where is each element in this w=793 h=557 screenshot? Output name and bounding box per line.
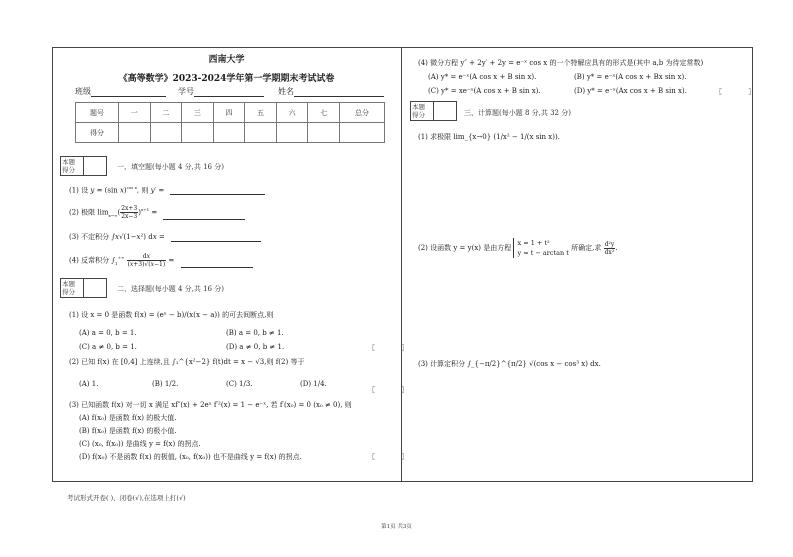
choice-option[interactable]: (B) 1/2. <box>152 380 179 388</box>
choice-question-2-stem: (2) 已知 f(x) 在 [0,4] 上连续,且 ∫₁^{x²−2} f(t)dt = x − √3,则 f(2) 等于 <box>69 358 305 366</box>
choice-question-1-stem: (1) 设 x = 0 是函数 f(x) = (eˣ − b)/(x(x − a)) 的可去间断点,则 <box>69 311 274 319</box>
page-number: 第1页 共3页 <box>381 524 412 530</box>
answer-bracket[interactable]: 〖 〗 <box>715 88 768 96</box>
column-divider <box>401 47 402 482</box>
name-blank[interactable] <box>294 88 384 97</box>
score-cell: 题号 <box>76 103 119 123</box>
score-cell[interactable] <box>182 123 214 143</box>
choice-option[interactable]: (C) 1/3. <box>226 380 253 388</box>
choice-option[interactable]: (A) f(x₀) 是函数 f(x) 的极大值. <box>79 414 177 422</box>
score-cell[interactable] <box>276 123 308 143</box>
answer-bracket[interactable]: 〖 〗 <box>368 453 421 461</box>
fill-question-3: (3) 不定积分 ∫x√(1−x²) dx = <box>69 232 261 242</box>
score-cell: 六 <box>276 103 308 123</box>
student-id-label: 学号 <box>178 87 194 96</box>
choice-option[interactable]: (B) f(x₀) 是函数 f(x) 的极小值. <box>79 427 177 435</box>
answer-blank[interactable] <box>181 260 253 268</box>
answer-bracket[interactable]: 〖 〗 <box>368 344 421 352</box>
choice-option[interactable]: (D) f(x₀) 不是函数 f(x) 的极值, (x₀, f(x₀)) 也不是曲线 y = f(x) 的拐点. <box>79 453 302 461</box>
answer-blank[interactable] <box>170 187 265 195</box>
class-blank[interactable] <box>91 88 166 97</box>
fill-question-4: (4) 反常积分 $\int_1^{+\infty}$ $\frac{dx}{(x+3)√(x-1)}$ = <box>69 253 253 268</box>
section2-heading: 二、选择题(每小题 4 分,共 16 分) <box>117 285 224 293</box>
score-cell[interactable] <box>150 123 182 143</box>
calc-question-3: (3) 计算定积分 ∫_{−π/2}^{π/2} √(cos x − cos³ x) dx. <box>418 360 601 368</box>
choice-option[interactable]: (D) a ≠ 0, b ≠ 1. <box>226 343 285 351</box>
section1-score-box <box>60 156 107 176</box>
section3-score-box <box>410 101 457 121</box>
score-cell[interactable] <box>308 123 340 143</box>
choice-option[interactable]: (B) a = 0, b ≠ 1. <box>226 329 284 337</box>
score-table <box>75 102 385 143</box>
score-box-blank[interactable] <box>84 279 106 297</box>
choice-option[interactable]: (A) a = 0, b = 1. <box>79 329 137 337</box>
fill-question-1: (1) 设 y = (sin x)$^{cos x}$, 则 y′ = <box>69 185 265 195</box>
score-box-blank[interactable] <box>434 102 456 120</box>
section2-score-box <box>60 278 107 298</box>
calc-question-2: (2) 设函数 y = y(x) 是由方程 x = 1 + t² y = t − arctan t 所确定,求 $\frac{\text{d²y}}{\text{dx²}}$ . <box>418 239 618 257</box>
fill-question-2: (2) 极限 $\lim_{x\to\infty}$( $\frac{2x+3}{2x-3}$ )$^{x+1}$ = <box>69 205 245 220</box>
score-cell[interactable] <box>245 123 277 143</box>
score-cell: 五 <box>245 103 277 123</box>
choice-option[interactable]: (C) (x₀, f(x₀)) 是曲线 y = f(x) 的拐点. <box>79 440 201 448</box>
score-cell: 三 <box>182 103 214 123</box>
score-cell: 二 <box>150 103 182 123</box>
equation-system: x = 1 + t² y = t − arctan t <box>513 238 568 258</box>
university-name: 西南大学 <box>208 55 245 65</box>
score-cell[interactable] <box>213 123 245 143</box>
choice-question-4-stem: (4) 微分方程 y″ + 2y′ + 2y = e⁻ˣ cos x 的一个特解应具有的形式是(其中 a,b 为待定常数) <box>418 59 704 67</box>
score-cell[interactable] <box>340 123 385 143</box>
student-id-blank[interactable] <box>194 88 264 97</box>
choice-option[interactable]: (A) 1. <box>79 380 99 388</box>
choice-question-3-stem: (3) 已知函数 f(x) 对一切 x 满足 xf″(x) + 2eˣ f′²(x) = 1 − e⁻ˣ, 若 f′(x₀) = 0 (x₀ ≠ 0), 则 <box>69 401 352 409</box>
section3-heading: 三、计算题(每小题 8 分,共 32 分) <box>464 109 571 117</box>
exam-form-note: 考试形式开卷( )、闭卷(√),在选项上打(√) <box>67 494 186 502</box>
second-derivative: $\frac{\text{d²y}}{\text{dx²}}$ <box>604 240 615 256</box>
score-box-label: 本题 得分 <box>411 102 434 120</box>
name-field[interactable] <box>278 86 384 97</box>
choice-option[interactable]: (D) 1/4. <box>300 380 327 388</box>
choice-option[interactable]: (D) y* = e⁻ˣ(Ax cos x + B sin x). <box>574 87 687 95</box>
score-cell: 得分 <box>76 123 119 143</box>
score-cell[interactable] <box>119 123 151 143</box>
choice-option[interactable]: (B) y* = e⁻ˣ(A cos x + Bx sin x). <box>574 73 687 81</box>
answer-blank[interactable] <box>171 234 261 242</box>
choice-option[interactable]: (A) y* = e⁻ˣ(A cos x + B sin x). <box>428 73 537 81</box>
choice-option[interactable]: (C) a ≠ 0, b = 1. <box>79 343 137 351</box>
score-table-score-row <box>76 123 385 143</box>
section1-heading: 一、填空题(每小题 4 分,共 16 分) <box>117 163 224 171</box>
name-label: 姓名 <box>278 87 294 96</box>
score-box-label: 本题 得分 <box>61 157 84 175</box>
class-label: 班级 <box>75 87 91 96</box>
score-box-label: 本题 得分 <box>61 279 84 297</box>
answer-bracket[interactable]: 〖 〗 <box>368 386 421 394</box>
choice-option[interactable]: (C) y* = xe⁻ˣ(A cos x + B sin x). <box>428 87 541 95</box>
score-box-blank[interactable] <box>84 157 106 175</box>
score-cell: 四 <box>213 103 245 123</box>
student-id-field[interactable] <box>178 86 264 97</box>
exam-title: 《高等数学》2023-2024学年第一学期期末考试试卷 <box>118 74 335 84</box>
score-cell: 七 <box>308 103 340 123</box>
calc-question-1: (1) 求极限 lim_{x→0} (1/x² − 1/(x sin x)). <box>418 133 560 141</box>
class-field[interactable] <box>75 86 166 97</box>
score-table-header-row <box>76 103 385 123</box>
answer-blank[interactable] <box>163 212 245 220</box>
score-cell: 总分 <box>340 103 385 123</box>
score-cell: 一 <box>119 103 151 123</box>
